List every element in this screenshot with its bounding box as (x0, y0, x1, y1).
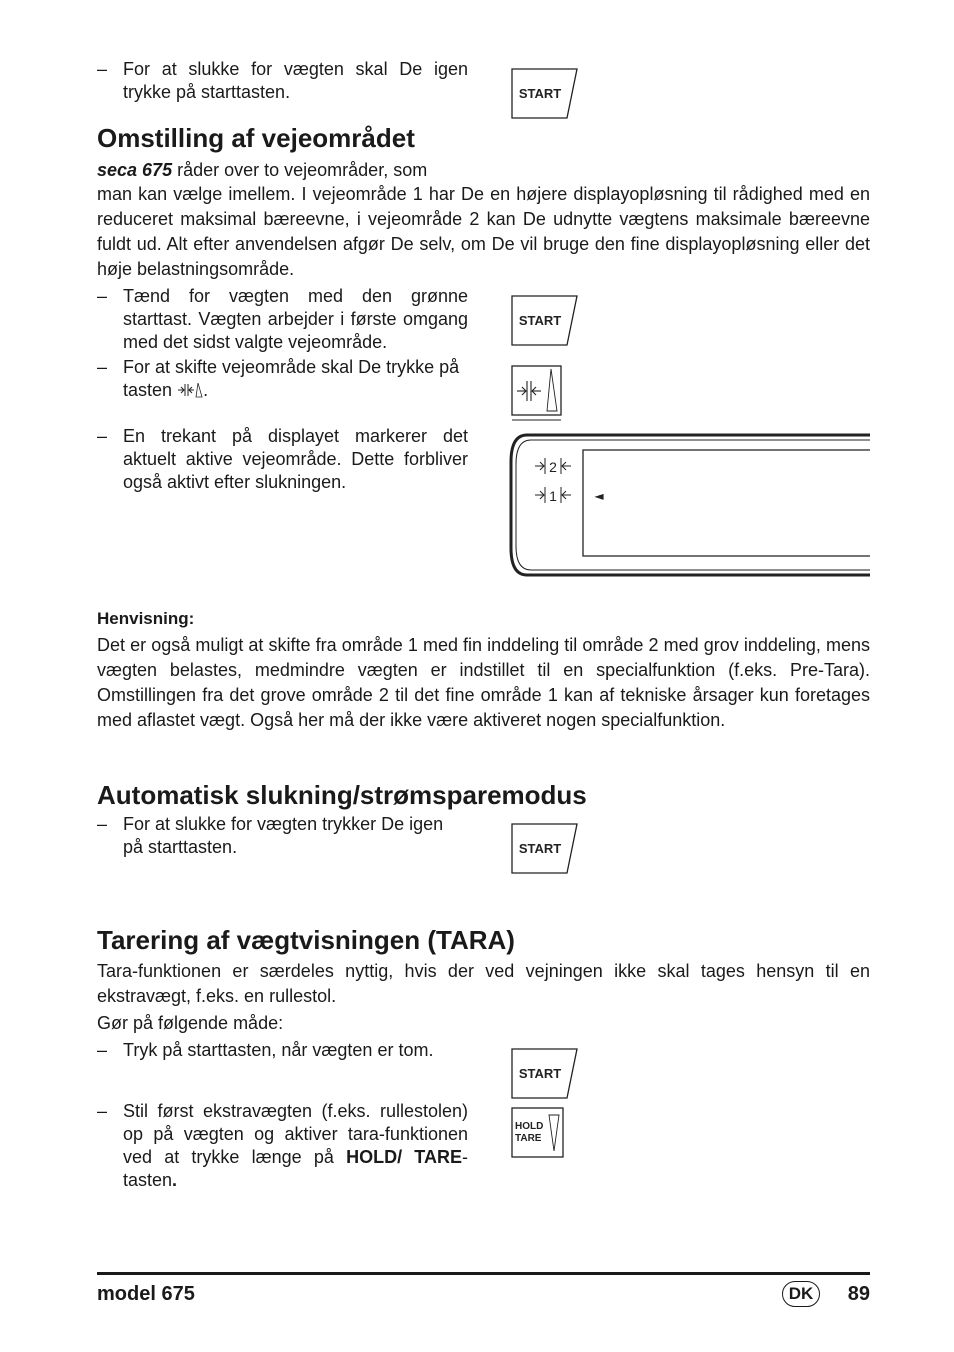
svg-text:START: START (518, 313, 562, 328)
start-key-1 (511, 68, 579, 120)
brand-name: seca 675 (97, 160, 173, 180)
intro-paragraph: man kan vælge imellem. I vejeområde 1 har De en højere displayopløsning til rådighed med en reduceret maksimal bæreevne, i vejeområde 2 kan De udnytte vægtens maksimale bæreevne fuldt ud. Alt efter anvendelsen afgør De selv, om De vil bruge den fine displayopløsning eller det høje belastningsområde. (97, 184, 870, 279)
section-heading-tare: Tarering af vægtvisningen (TARA) (97, 925, 515, 955)
svg-text:START: START (518, 1066, 562, 1081)
tare-how: Gør på følgende måde: (97, 1013, 284, 1033)
scale-display-illustration (507, 432, 871, 583)
svg-text:HOLD: HOLD (515, 1121, 544, 1132)
tare-intro: Tara-funktionen er særdeles nyttig, hvis der ved vejningen ikke skal tages hensyn til en ekstravægt, f.eks. en rullestol. (97, 961, 870, 1006)
hold-tare-key (511, 1107, 565, 1159)
page-number: 89 (847, 1283, 870, 1305)
section-heading-range: Omstilling af vejeområdet (97, 123, 415, 153)
intro-first-line: seca 675 råder over to vejeområder, som (97, 160, 428, 180)
country-badge: DK (782, 1281, 820, 1307)
start-key-2 (511, 295, 579, 347)
svg-text:START: START (518, 86, 562, 101)
svg-text:TARE: TARE (515, 1133, 542, 1144)
footer-rule (97, 1272, 870, 1275)
range-switch-icon (177, 381, 203, 404)
range-switch-key (511, 365, 563, 423)
footer-model: model 675 (97, 1283, 195, 1305)
svg-text:2: 2 (549, 459, 557, 475)
note-text: Det er også muligt at skifte fra område 1 med fin inddeling til område 2 med grov inddeling, mens vægten belastes, medmindre vægten er indstillet til en specialfunktion (f.eks. Pre-Tara). Omstillingen fra det grove område 2 til det fine område 1 kan af tekniske årsager kun foretages med aflastet vægt. Også her må der ikke være aktiveret nogen specialfunktion. (97, 635, 870, 730)
start-key-4 (511, 1048, 579, 1100)
note-label: Henvisning: (97, 609, 195, 628)
svg-text:START: START (518, 841, 562, 856)
svg-text:1: 1 (549, 488, 557, 504)
svg-text:◄: ◄ (594, 489, 604, 503)
start-key-3 (511, 823, 579, 875)
section-heading-auto-off: Automatisk slukning/strømsparemodus (97, 780, 587, 810)
